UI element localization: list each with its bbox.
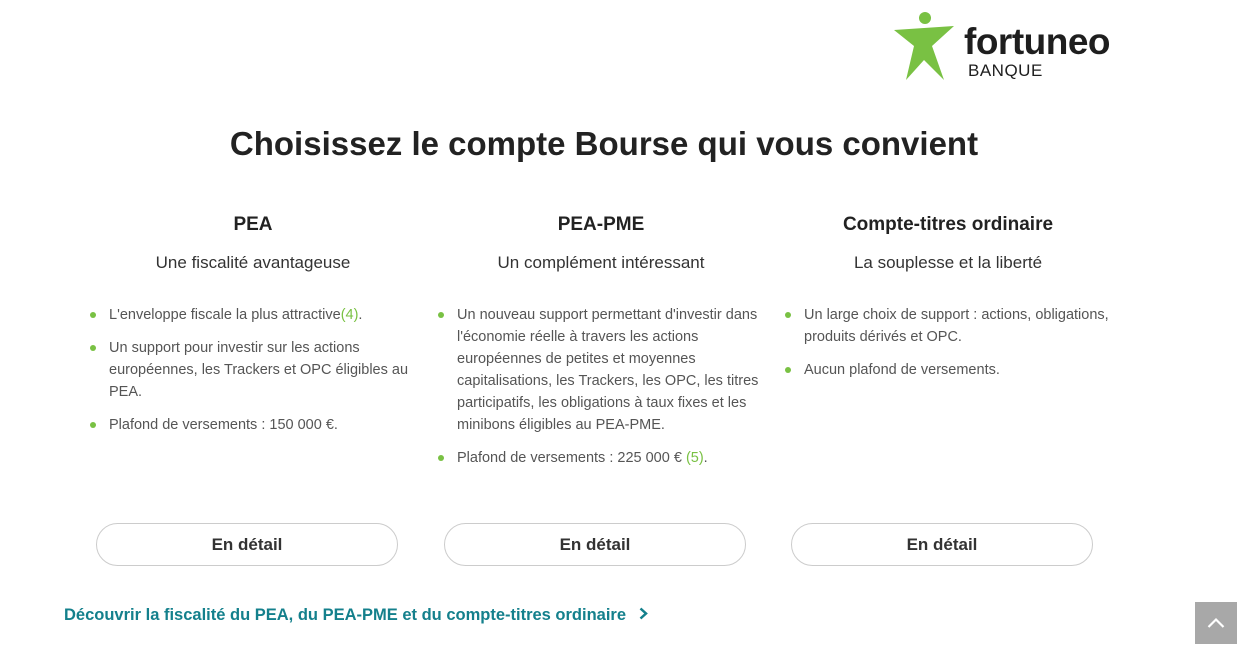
fortuneo-logo[interactable] xyxy=(892,12,1132,82)
feature-list xyxy=(783,304,1113,381)
column-subtitle: Un complément intéressant xyxy=(497,253,705,272)
column-pea xyxy=(88,212,418,447)
list-item: Plafond de versements : 150 000 €. xyxy=(109,414,418,436)
page-title: Choisissez le compte Bourse qui vous convient xyxy=(229,125,979,162)
link-label: Découvrir la fiscalité du PEA, du PEA-PME et du compte-titres ordinaire xyxy=(64,606,627,624)
list-item: Un support pour investir sur les actions européennes, les Trackers et OPC éligibles au PEA. xyxy=(109,337,418,403)
pea-pme-detail-button[interactable]: En détail xyxy=(444,523,746,566)
logo-subtitle: BANQUE xyxy=(968,61,1043,80)
chevron-up-icon xyxy=(1207,617,1225,629)
column-heading: Compte-titres ordinaire xyxy=(842,214,1054,235)
compte-titres-detail-button[interactable]: En détail xyxy=(791,523,1093,566)
scroll-to-top-button[interactable] xyxy=(1195,602,1237,644)
chevron-right-icon xyxy=(639,607,648,620)
column-subtitle: Une fiscalité avantageuse xyxy=(155,253,351,272)
list-item: Plafond de versements : 225 000 € (5). xyxy=(457,447,766,469)
feature-list xyxy=(88,304,418,436)
footnote-ref[interactable]: (4) xyxy=(340,307,359,323)
feature-list xyxy=(436,304,766,469)
column-heading: PEA xyxy=(233,214,273,235)
star-figure-icon xyxy=(892,12,958,82)
column-pea-pme xyxy=(436,212,766,480)
footnote-ref[interactable]: (5) xyxy=(685,450,704,466)
column-subtitle: La souplesse et la liberté xyxy=(853,253,1043,272)
pea-detail-button[interactable]: En détail xyxy=(96,523,398,566)
list-item: Aucun plafond de versements. xyxy=(804,359,1113,381)
list-item: Un nouveau support permettant d'investir dans l'économie réelle à travers les actions européennes de petites et moyennes capitalisations, les Trackers, les OPC, les titres participatifs, les obligations à taux fixes et les minibons éligibles au PEA-PME. xyxy=(457,304,766,436)
column-heading: PEA-PME xyxy=(557,214,645,235)
list-item: Un large choix de support : actions, obligations, produits dérivés et OPC. xyxy=(804,304,1113,348)
column-compte-titres xyxy=(783,212,1113,392)
logo-wordmark: fortuneo xyxy=(964,21,1111,62)
discover-fiscalite-link[interactable] xyxy=(64,603,648,627)
list-item: L'enveloppe fiscale la plus attractive(4). xyxy=(109,304,418,326)
